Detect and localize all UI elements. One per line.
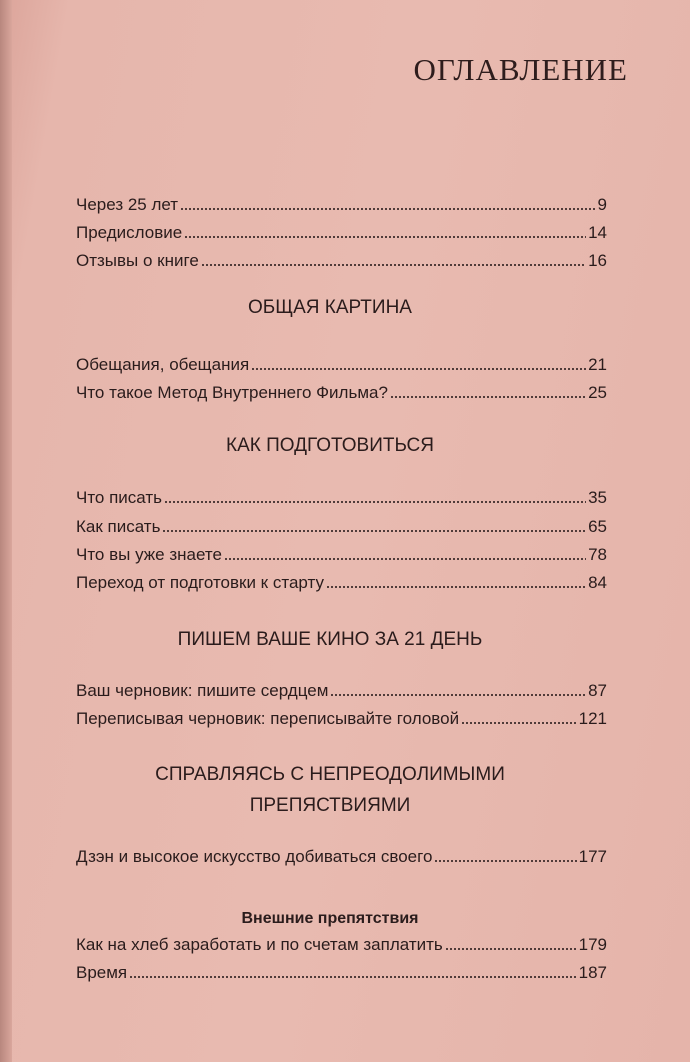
toc-entry (76, 934, 607, 956)
toc-entry-title: Дзэн и высокое искусство добиваться своего (76, 847, 433, 866)
dot-leader (224, 557, 586, 561)
dot-leader (251, 367, 586, 371)
toc-entry-page: 84 (588, 573, 607, 592)
toc-entry-title: Время (76, 963, 128, 982)
toc-entry (76, 354, 607, 376)
toc-entry-title: Переписывая черновик: переписывайте головой (76, 709, 460, 728)
toc-entry-page: 78 (588, 545, 607, 564)
dot-leader (129, 975, 576, 979)
toc-entry (76, 487, 607, 509)
toc-entry-page: 179 (578, 935, 607, 954)
section-heading: ПИШЕМ ВАШЕ КИНО ЗА 21 ДЕНЬ (177, 629, 483, 650)
dot-leader (164, 500, 586, 504)
dot-leader (201, 263, 586, 267)
toc-entry-title: Предисловие (76, 223, 183, 242)
toc-entry-title: Ваш черновик: пишите сердцем (76, 681, 329, 700)
toc-entry-title: Через 25 лет (76, 195, 179, 214)
toc-entry-page: 21 (588, 355, 607, 374)
dot-leader (162, 529, 586, 533)
toc-entry-title: Что такое Метод Внутреннего Фильма? (76, 383, 388, 402)
section-heading: СПРАВЛЯЯСЬ С НЕПРЕОДОЛИМЫМИ (155, 764, 505, 785)
toc-entry (76, 382, 607, 404)
toc-entry (76, 250, 607, 272)
toc-entry-title: Обещания, обещания (76, 355, 250, 374)
toc-entry (76, 194, 607, 216)
section-heading-continued: ПРЕПЯСТВИЯМИ (249, 795, 411, 816)
toc-entry (76, 846, 607, 868)
subsection-heading: Внешние препятствия (241, 910, 419, 927)
dot-leader (180, 207, 595, 211)
dot-leader (390, 395, 586, 399)
toc-entry (76, 572, 607, 594)
dot-leader (184, 235, 586, 239)
toc-entry-title: Как писать (76, 517, 161, 536)
dot-leader (330, 693, 586, 697)
toc-entry-page: 177 (578, 847, 607, 866)
toc-entry (76, 708, 607, 730)
toc-entry-title: Что писать (76, 488, 163, 507)
toc-entry-page: 187 (578, 963, 607, 982)
toc-entry-page: 35 (588, 488, 607, 507)
toc-entry-title: Как на хлеб заработать и по счетам заплатить (76, 935, 443, 954)
toc-entry (76, 962, 607, 984)
dot-leader (434, 859, 576, 863)
toc-entry (76, 544, 607, 566)
dot-leader (445, 947, 577, 951)
toc-entry (76, 222, 607, 244)
toc-entry-title: Отзывы о книге (76, 251, 199, 270)
toc-entry-page: 25 (588, 383, 607, 402)
toc-entry-page: 65 (588, 517, 607, 536)
toc-entry (76, 680, 607, 702)
toc-entry-page: 87 (588, 681, 607, 700)
page-title: ОГЛАВЛЕНИЕ (413, 52, 628, 87)
dot-leader (326, 585, 586, 589)
dot-leader (461, 721, 577, 725)
book-spine-shadow (0, 0, 12, 1062)
toc-entry (76, 516, 607, 538)
section-heading: КАК ПОДГОТОВИТЬСЯ (226, 435, 434, 456)
toc-entry-page: 14 (588, 223, 607, 242)
toc-entry-page: 121 (578, 709, 607, 728)
section-heading: ОБЩАЯ КАРТИНА (248, 297, 412, 318)
toc-entry-page: 16 (588, 251, 607, 270)
toc-entry-title: Что вы уже знаете (76, 545, 222, 564)
toc-entry-title: Переход от подготовки к старту (76, 573, 324, 592)
toc-entry-page: 9 (597, 195, 607, 214)
